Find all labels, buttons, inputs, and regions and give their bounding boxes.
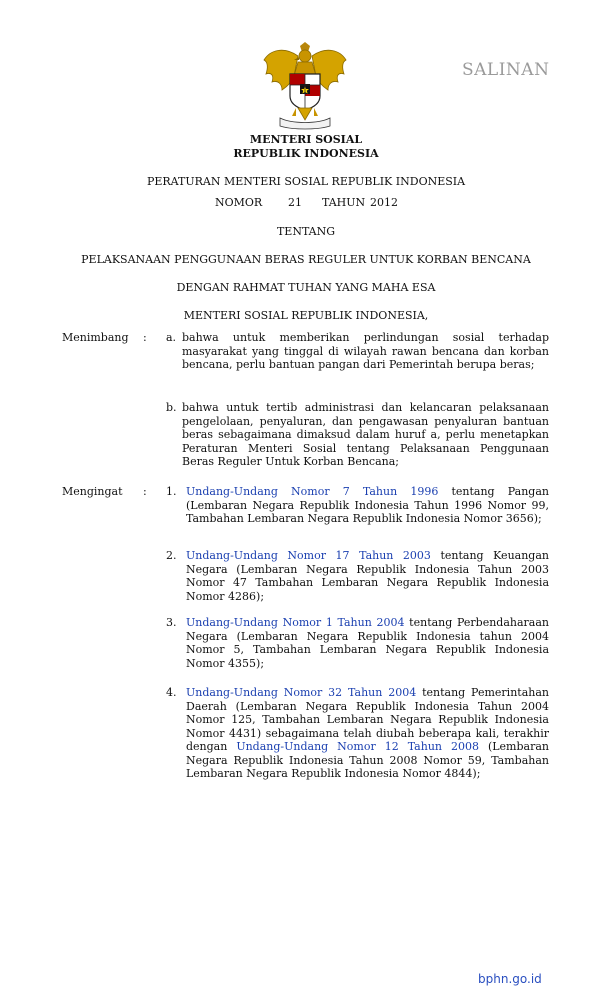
law-description: tentang Keuangan Negara (Lembaran Negara Republik Indonesia Tahun 2003 Nomor 47 Tambahan Lembaran Negara Republik Indonesia Nomor 4286); [186, 549, 549, 603]
mengingat-3-marker: 3. [166, 616, 177, 629]
nomor-value: 21 [288, 196, 302, 209]
mengingat-2-text [186, 549, 549, 603]
law-description: tentang Pemerintahan Daerah (Lembaran Negara Republik Indonesia Tahun 2004 Nomor 125, Tambahan Lembaran Negara Republik Indonesia Nomor 4431) sebagaimana telah diubah beberapa kali, terakhir dengan [186, 686, 549, 753]
mengingat-4-text [186, 686, 549, 781]
mengingat-1-marker: 1. [166, 485, 177, 498]
law-description-continued: (Lembaran Negara Republik Indonesia Tahun 2008 Nomor 59, Tambahan Lembaran Negara Republik Indonesia Nomor 4844); [186, 740, 549, 780]
menimbang-a-text: bahwa untuk memberikan perlindungan sosial terhadap masyarakat yang tinggal di wilayah rawan bencana dan korban bencana, perlu bantuan pangan dari Pemerintah berupa beras; [182, 331, 549, 371]
menimbang-a-marker: a. [166, 331, 177, 344]
header-line-2: REPUBLIK INDONESIA [233, 147, 379, 160]
mengingat-3-text [186, 616, 549, 670]
rahmat-line: DENGAN RAHMAT TUHAN YANG MAHA ESA [176, 281, 436, 294]
regulation-title: PERATURAN MENTERI SOSIAL REPUBLIK INDONESIA [146, 175, 466, 188]
regulation-subject: PELAKSANAAN PENGGUNAAN BERAS REGULER UNTUK KORBAN BENCANA [81, 253, 531, 266]
header-line-1: MENTERI SOSIAL [249, 133, 363, 146]
mengingat-1-text [186, 485, 549, 526]
mengingat-label: Mengingat [62, 485, 123, 498]
mengingat-colon: : [143, 485, 147, 498]
law-description: tentang Perbendaharaan Negara (Lembaran Negara Republik Indonesia tahun 2004 Nomor 5, Tambahan Lembaran Negara Republik Indonesia Nomor 4355); [186, 616, 549, 670]
law-link[interactable]: Undang-Undang Nomor 7 Tahun 1996 [186, 485, 439, 498]
menimbang-colon: : [143, 331, 147, 344]
mengingat-2-marker: 2. [166, 549, 177, 562]
footer-source-link[interactable]: bphn.go.id [478, 972, 542, 986]
law-link[interactable]: Undang-Undang Nomor 1 Tahun 2004 [186, 616, 405, 629]
menimbang-b-text: bahwa untuk tertib administrasi dan kelancaran pelaksanaan pengelolaan, penyaluran, dan pengawasan penyaluran bantuan beras sebagaimana dimaksud dalam huruf a, perlu menetapkan Peraturan Menteri Sosial tentang Pelaksanaan Penggunaan Beras Reguler Untuk Korban Bencana; [182, 401, 549, 468]
tahun-value: 2012 [370, 196, 398, 209]
tahun-label: TAHUN [322, 196, 366, 209]
tentang-heading: TENTANG [276, 225, 336, 238]
mengingat-4-marker: 4. [166, 686, 177, 699]
menimbang-b-marker: b. [166, 401, 177, 414]
law-link[interactable]: Undang-Undang Nomor 17 Tahun 2003 [186, 549, 431, 562]
law-link-amendment[interactable]: Undang-Undang Nomor 12 Tahun 2008 [236, 740, 479, 753]
salinan-watermark: SALINAN [462, 60, 550, 80]
law-link[interactable]: Undang-Undang Nomor 32 Tahun 2004 [186, 686, 417, 699]
menimbang-label: Menimbang [62, 331, 129, 344]
law-description: tentang Pangan (Lembaran Negara Republik Indonesia Tahun 1996 Nomor 99, Tambahan Lembaran Negara Republik Indonesia Nomor 3656); [186, 485, 549, 525]
menteri-line: MENTERI SOSIAL REPUBLIK INDONESIA, [183, 309, 429, 322]
nomor-label: NOMOR [215, 196, 263, 209]
garuda-emblem-icon [262, 42, 348, 132]
